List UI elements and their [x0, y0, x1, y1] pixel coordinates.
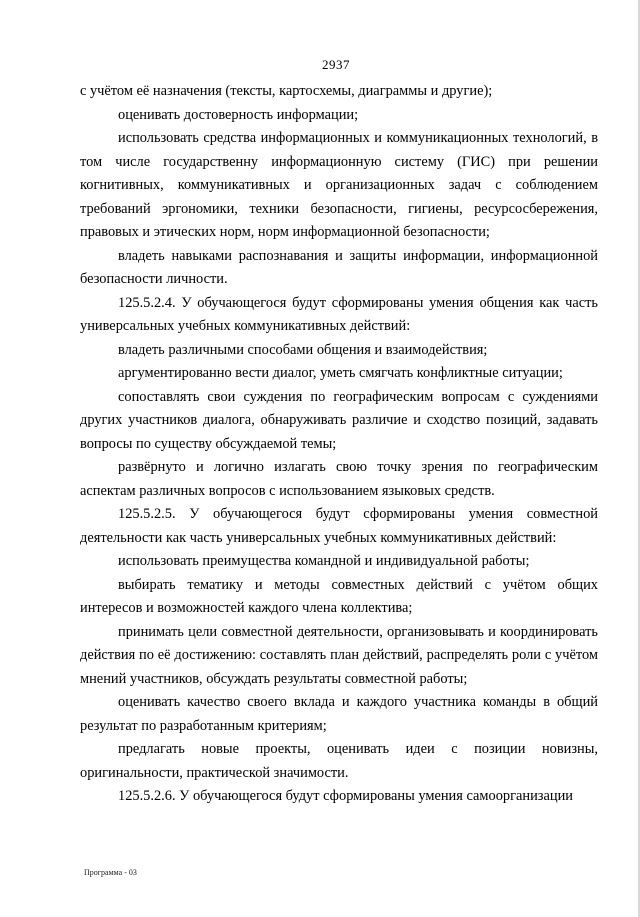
paragraph: 125.5.2.6. У обучающегося будут сформированы умения самоорганизации — [118, 788, 573, 804]
page-footer: Программа - 03 — [84, 868, 137, 877]
paragraph: оценивать достоверность информации; — [118, 106, 359, 123]
paragraph: развёрнуто и логично излагать свою точку зрения по географическим аспектам различных вопросов с использованием языковых средств. — [80, 459, 598, 499]
paragraph: предлагать новые проекты, оценивать идеи с позиции новизны, оригинальности, практической значимости. — [80, 741, 598, 781]
paragraph: 125.5.2.4. У обучающегося будут сформированы умения общения как часть универсальных учебных коммуникативных действий: — [80, 294, 598, 334]
paragraph: принимать цели совместной деятельности, организовывать и координировать действия по её достижению: составлять план действий, распределять роли с учётом мнений участников, обсуждать результаты совместной работы; — [80, 623, 598, 687]
paragraph: владеть навыками распознавания и защиты информации, информационной безопасности личности. — [80, 247, 598, 287]
paragraph: использовать преимущества командной и индивидуальной работы; — [118, 553, 530, 569]
paragraph: владеть различными способами общения и взаимодействия; — [118, 341, 488, 358]
paragraph: использовать средства информационных и коммуникационных технологий, в том числе государственну информационную систему (ГИС) при решении когнитивных, коммуникативных и организационных задач с соблюдением требований эргономики, техники безопасности, гигиены, ресурсосбережения, правовых и этических норм, норм информационной безопасности; — [80, 130, 598, 240]
paragraph: сопоставлять свои суждения по географическим вопросам с суждениями других участников диалога, обнаруживать различие и сходство позиций, задавать вопросы по существу обсуждаемой темы; — [80, 388, 598, 452]
body-text — [80, 80, 598, 809]
page-number: 2937 — [322, 57, 350, 72]
paragraph: аргументированно вести диалог, уметь смягчать конфликтные ситуации; — [118, 365, 563, 381]
paragraph: оценивать качество своего вклада и каждого участника команды в общий результат по разработанным критериям; — [80, 694, 598, 734]
paragraph: с учётом её назначения (тексты, картосхемы, диаграммы и другие); — [80, 83, 493, 99]
paragraph: 125.5.2.5. У обучающегося будут сформированы умения совместной деятельности как часть универсальных учебных коммуникативных действий: — [80, 506, 598, 546]
paragraph: выбирать тематику и методы совместных действий с учётом общих интересов и возможностей каждого члена коллектива; — [80, 576, 598, 616]
